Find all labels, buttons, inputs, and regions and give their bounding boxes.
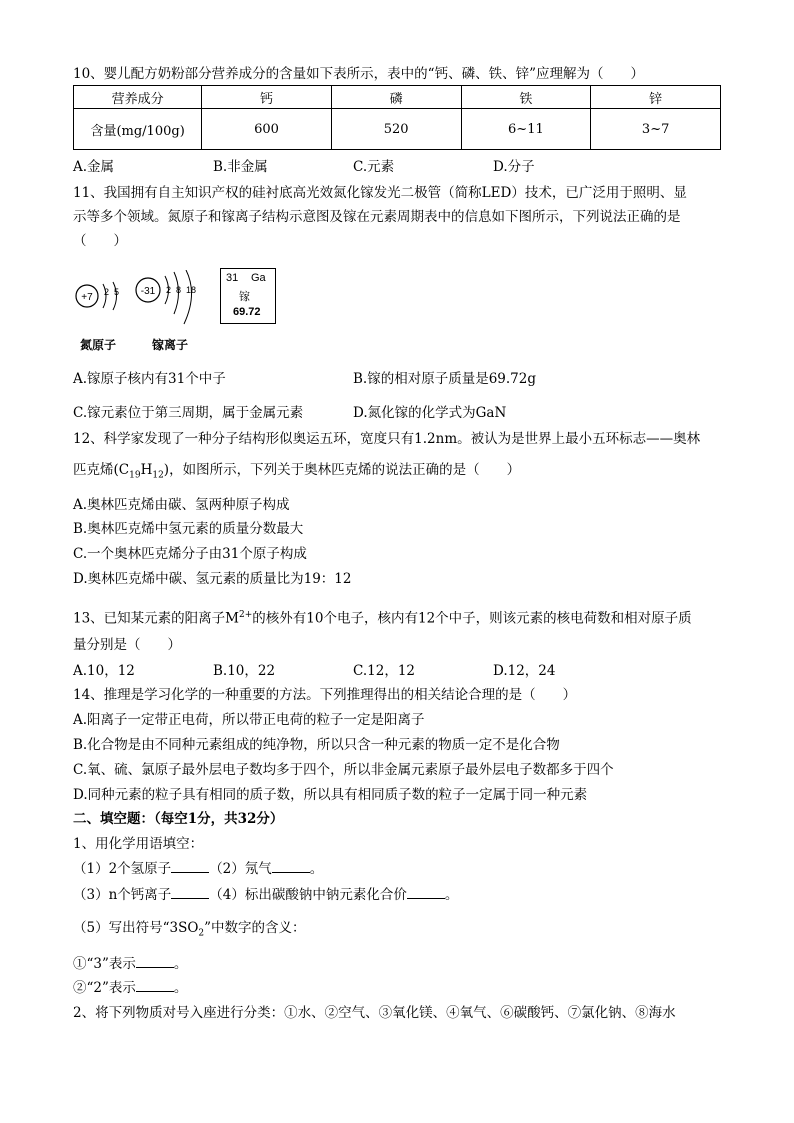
q12-text-post: )，如图所示，下列关于奥林匹克烯的说法正确的是（ ） xyxy=(163,462,521,478)
option-a: A.金属 xyxy=(73,159,115,175)
f1-l1b: （2）氖气 xyxy=(209,861,272,877)
ga-shell-1: 2 xyxy=(166,285,172,295)
answer-blank[interactable] xyxy=(272,860,310,873)
f1-l1end: 。 xyxy=(309,861,324,877)
q12-option-a: A.奥林匹克烯由碳、氢两种原子构成 xyxy=(73,497,290,513)
option-b: B.镓的相对原子质量是69.72g xyxy=(353,371,537,387)
table-cell: 520 xyxy=(331,109,461,150)
table-header-cell: 锌 xyxy=(591,86,721,109)
f1-line3 xyxy=(73,919,306,943)
f1-l1a: （1）2个氢原子 xyxy=(73,861,172,877)
option-d: D.12，24 xyxy=(493,663,556,679)
option-b: B.非金属 xyxy=(213,159,268,175)
f1-line4 xyxy=(73,955,187,973)
q12-line1: 12、科学家发现了一种分子结构形似奥运五环，宽度只有1.2nm。被认为是世界上最小五环标志——奥林 xyxy=(73,431,701,447)
q13-text: 13、已知某元素的阳离子M xyxy=(73,610,240,627)
f1-stem: 1、用化学用语填空： xyxy=(73,836,204,852)
f1-l5: ②“2”表示 xyxy=(73,980,136,996)
ga-shell-2: 8 xyxy=(176,285,182,295)
label-gallium-ion: 镓离子 xyxy=(152,338,189,352)
table-header-cell: 营养成分 xyxy=(74,86,202,109)
f1-l5end: 。 xyxy=(173,980,188,996)
ga-shell-3: 18 xyxy=(186,285,197,295)
f1-line2 xyxy=(73,886,458,904)
q14-option-c: C.氧、硫、氯原子最外层电子数均多于四个，所以非金属元素原子最外层电子数都多于四个 xyxy=(73,762,614,778)
option-c: C.元素 xyxy=(353,159,395,175)
q13-line2: 量分别是（ ） xyxy=(73,637,181,653)
f1-l3-sub: 2 xyxy=(198,928,205,939)
table-cell: 6~11 xyxy=(461,109,591,150)
f1-line1 xyxy=(73,860,323,878)
q12-text-h: H xyxy=(140,462,153,478)
table-cell: 含量(mg/100g) xyxy=(74,109,202,150)
gallium-ion-diagram xyxy=(132,270,212,326)
q11-line1: 11、我国拥有自主知识产权的硅衬底高光效氮化镓发光二极管（简称LED）技术，已广泛用于照明、显 xyxy=(73,185,687,201)
q12-option-b: B.奥林匹克烯中氢元素的质量分数最大 xyxy=(73,521,304,537)
option-d: D.氮化镓的化学式为GaN xyxy=(353,405,507,421)
q11-line2: 示等多个领域。氮原子和镓离子结构示意图及镓在元素周期表中的信息如下图所示，下列说法正确的是 xyxy=(73,209,681,225)
f1-l3-pre: （5）写出符号“3SO xyxy=(73,920,199,936)
f2-stem: 2、将下列物质对号入座进行分类：①水、②空气、③氧化镁、④氧气、⑥碳酸钙、⑦氯化钠、⑧海水 xyxy=(73,1005,676,1021)
table-header-cell: 钙 xyxy=(202,86,332,109)
table-cell: 600 xyxy=(202,109,332,150)
section-2-title: 二、填空题：（每空1分，共32分） xyxy=(73,811,284,827)
table-header-cell: 铁 xyxy=(461,86,591,109)
answer-blank[interactable] xyxy=(407,886,445,899)
q14-stem: 14、推理是学习化学的一种重要的方法。下列推理得出的相关结论合理的是（ ） xyxy=(73,687,577,703)
q12-text: 匹克烯(C xyxy=(73,462,130,478)
q13-charge: 2+ xyxy=(239,610,253,620)
table-header-cell: 磷 xyxy=(331,86,461,109)
option-a: A.镓原子核内有31个中子 xyxy=(73,371,226,387)
option-d: D.分子 xyxy=(493,159,535,175)
n-shell-1: 2 xyxy=(104,287,110,297)
option-c: C.镓元素位于第三周期，属于金属元素 xyxy=(73,405,304,421)
answer-blank[interactable] xyxy=(136,955,174,968)
f1-l2end: 。 xyxy=(444,887,459,903)
q12-option-d: D.奥林匹克烯中碳、氢元素的质量比为19：12 xyxy=(73,571,352,587)
q13-line1 xyxy=(73,606,692,628)
n-shell-2: 5 xyxy=(114,287,120,297)
cell-symbol: Ga xyxy=(251,272,266,284)
table-cell: 3~7 xyxy=(591,109,721,150)
q14-option-d: D.同种元素的粒子具有相同的质子数，所以具有相同质子数的粒子一定属于同一种元素 xyxy=(73,787,588,803)
q14-option-b: B.化合物是由不同种元素组成的纯净物，所以只含一种元素的物质一定不是化合物 xyxy=(73,737,560,753)
ga-nucleus-label: -31 xyxy=(140,286,156,297)
periodic-table-cell xyxy=(220,268,276,324)
q12-sub-c: 19 xyxy=(129,470,141,481)
f1-l3-post: ”中数字的含义： xyxy=(204,920,306,936)
f1-line5 xyxy=(73,979,187,997)
answer-blank[interactable] xyxy=(136,979,174,992)
f1-l2a: （3）n个钙离子 xyxy=(73,887,172,903)
answer-blank[interactable] xyxy=(171,886,209,899)
q10-stem: 10、婴儿配方奶粉部分营养成分的含量如下表所示，表中的“钙、磷、铁、锌”应理解为（ ） xyxy=(73,66,644,82)
option-a: A.10，12 xyxy=(73,663,135,679)
label-nitrogen-atom: 氮原子 xyxy=(80,338,117,352)
option-c: C.12，12 xyxy=(353,663,415,679)
option-b: B.10，22 xyxy=(213,663,276,679)
f1-l4: ①“3”表示 xyxy=(73,956,136,972)
cell-name: 镓 xyxy=(239,290,250,303)
q12-line2 xyxy=(73,461,520,485)
q12-option-c: C.一个奥林匹克烯分子由31个原子构成 xyxy=(73,546,307,562)
nitrogen-atom-diagram xyxy=(73,278,133,318)
q14-option-a: A.阳离子一定带正电荷，所以带正电荷的粒子一定是阳离子 xyxy=(73,712,425,728)
n-nucleus-label: +7 xyxy=(81,292,93,303)
f1-l4end: 。 xyxy=(173,956,188,972)
nutrition-table xyxy=(73,85,721,150)
cell-mass: 69.72 xyxy=(233,306,261,318)
f1-l2b: （4）标出碳酸钠中钠元素化合价 xyxy=(209,887,407,903)
cell-atomic-number: 31 xyxy=(226,272,239,284)
q13-text-post: 的核外有10个电子，核内有12个中子，则该元素的核电荷数和相对原子质 xyxy=(252,610,692,627)
q12-sub-h: 12 xyxy=(152,470,164,481)
q11-line3: （ ） xyxy=(73,233,127,249)
answer-blank[interactable] xyxy=(171,860,209,873)
